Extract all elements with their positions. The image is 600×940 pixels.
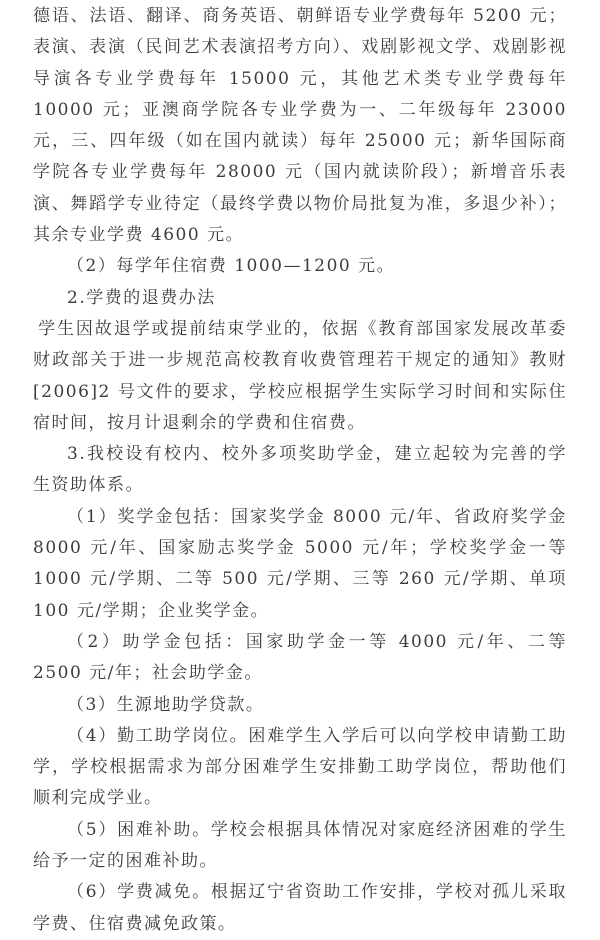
- paragraph-scholarships: （1）奖学金包括：国家奖学金 8000 元/年、省政府奖学金 8000 元/年、国家励志奖学金 5000 元/年；学校奖学金一等 1000 元/学期、二等 500 元/学期、三等 260 元/学期、单项 100 元/学期；企业奖学金。: [33, 506, 567, 621]
- paragraph-tuition-detail: 德语、法语、翻译、商务英语、朝鲜语专业学费每年 5200 元；表演、表演（民间艺术表演招考方向）、戏剧影视文学、戏剧影视导演各专业学费每年 15000 元，其他艺术类专业学费每年 10000 元；亚澳商学院各专业学费为一、二年级每年 23000 元，三、四年级（如在国内就读）每年 25000 元；新华国际商学院各专业学费每年 28000 元（国内就读阶段）；新增音乐表演、舞蹈学专业待定（最终学费以物价局批复为准，多退少补）；其余专业学费 4600 元。: [33, 6, 567, 246]
- paragraph-aid-system-heading: 3.我校设有校内、校外多项奖助学金，建立起较为完善的学生资助体系。: [33, 444, 567, 496]
- paragraph-hardship-subsidy: （5）困难补助。学校会根据具体情况对家庭经济困难的学生给予一定的困难补助。: [33, 819, 567, 872]
- paragraph-accommodation-fee: （2）每学年住宿费 1000—1200 元。: [67, 256, 396, 277]
- paragraph-fee-waiver: （6）学费减免。根据辽宁省资助工作安排，学校对孤儿采取学费、住宿费减免政策。: [33, 882, 567, 934]
- paragraph-student-loans: （3）生源地助学贷款。: [67, 694, 265, 715]
- paragraph-refund-policy: 学生因故退学或提前结束学业的，依据《教育部国家发展改革委财政部关于进一步规范高校教育收费管理若干规定的通知》教财[2006]2 号文件的要求，学校应根据学生实际学习时间和实际住宿时间，按月计退剩余的学费和住宿费。: [33, 318, 567, 433]
- paragraph-work-study: （4）勤工助学岗位。困难学生入学后可以向学校申请勤工助学，学校根据需求为部分困难学生安排勤工助学岗位，帮助他们顺利完成学业。: [33, 725, 567, 809]
- paragraph-refund-heading: 2.学费的退费办法: [67, 287, 216, 308]
- paragraph-grants: （2）助学金包括：国家助学金一等 4000 元/年、二等 2500 元/年；社会助学金。: [33, 631, 567, 684]
